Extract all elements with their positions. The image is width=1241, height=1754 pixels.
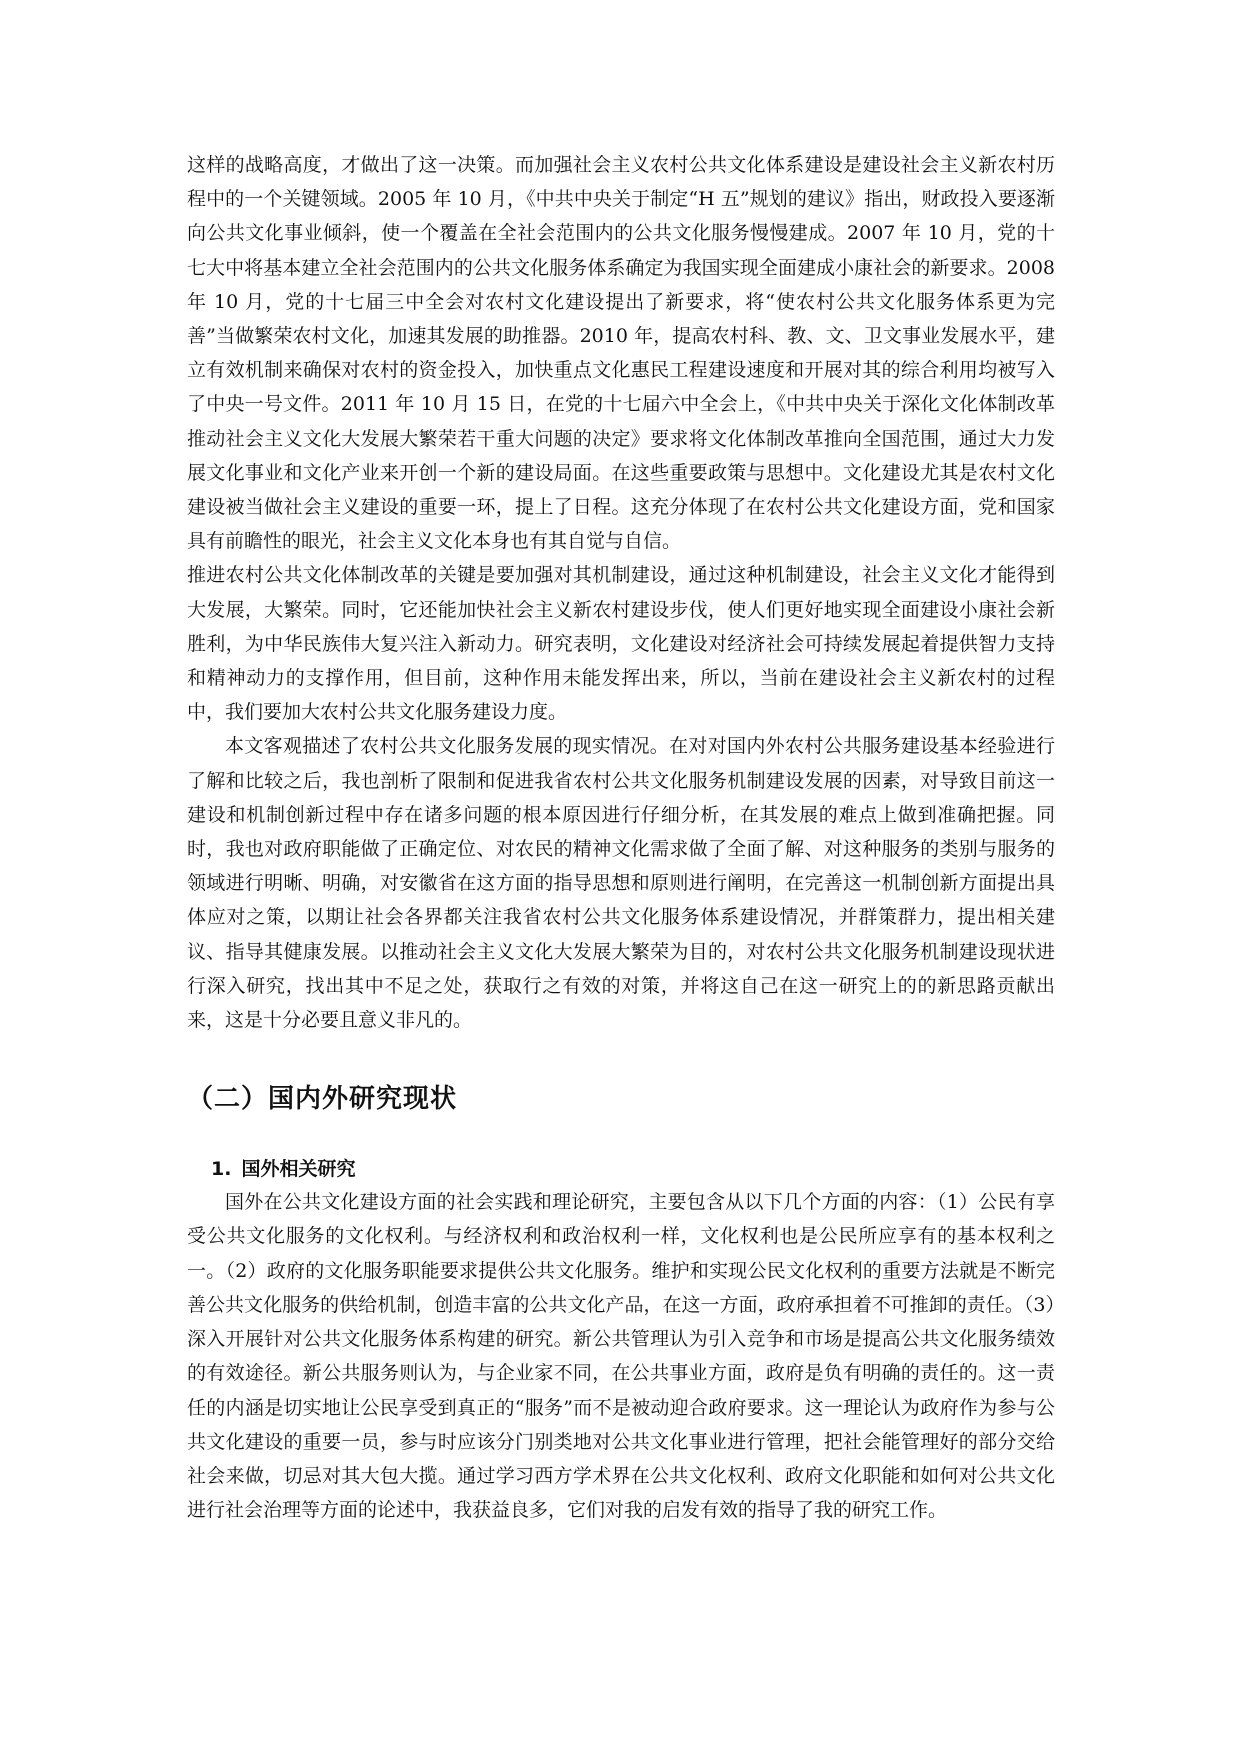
section-heading: （二）国内外研究现状 [187, 1084, 458, 1115]
body-paragraph-3: 本文客观描述了农村公共文化服务发展的现实情况。在对对国内外农村公共服务建设基本经验进行了解和比较之后，我也剖析了限制和促进我省农村公共文化服务机制建设发展的因素，对导致目前这一建设和机制创新过程中存在诸多问题的根本原因进行仔细分析，在其发展的难点上做到准确把握。同时，我也对政府职能做了正确定位、对农民的精神文化需求做了全面了解、对这种服务的类别与服务的领域进行明晰、明确，对安徽省在这方面的指导思想和原则进行阐明，在完善这一机制创新方面提出具体应对之策，以期让社会各界都关注我省农村公共文化服务体系建设情况，并群策群力，提出相关建议、指导其健康发展。以推动社会主义文化大发展大繁荣为目的，对农村公共文化服务机制建设现状进行深入研究，找出其中不足之处，获取行之有效的对策，并将这自己在这一研究上的的新思路贡献出来，这是十分必要且意义非凡的。 [187, 735, 1055, 1032]
subsection-heading [187, 1153, 1055, 1185]
body-paragraph-1: 这样的战略高度，才做出了这一决策。而加强社会主义农村公共文化体系建设是建设社会主义新农村历程中的一个关键领域。2005 年 10 月，《中共中央关于制定“H 五”规划的建议》指出，财政投入要逐渐向公共文化事业倾斜，使一个覆盖在全社会范围内的公共文化服务慢慢建成。2007 年 10 月，党的十七大中将基本建立全社会范围内的公共文化服务体系确定为我国实现全面建成小康社会的新要求。2008 年 10 月，党的十七届三中全会对农村文化建设提出了新要求，将“使农村公共文化服务体系更为完善”当做繁荣农村文化，加速其发展的助推器。2010 年，提高农村科、教、文、卫文事业发展水平，建立有效机制来确保对农村的资金投入，加快重点文化惠民工程建设速度和开展对其的综合利用均被写入了中央一号文件。2011 年 10 月 15 日，在党的十七届六中全会上，《中共中央关于深化文化体制改革推动社会主义文化大发展大繁荣若干重大问题的决定》要求将文化体制改革推向全国范围，通过大力发展文化事业和文化产业来开创一个新的建设局面。在这些重要政策与思想中。文化建设尤其是农村文化建设被当做社会主义建设的重要一环，提上了日程。这充分体现了在农村公共文化建设方面，党和国家具有前瞻性的眼光，社会主义文化本身也有其自觉与自信。 [187, 154, 1055, 553]
body-paragraph-4: 国外在公共文化建设方面的社会实践和理论研究，主要包含从以下几个方面的内容：（1）公民有享受公共文化服务的文化权利。与经济权利和政治权利一样，文化权利也是公民所应享有的基本权利之一。（2）政府的文化服务职能要求提供公共文化服务。维护和实现公民文化权利的重要方法就是不断完善公共文化服务的供给机制，创造丰富的公共文化产品，在这一方面，政府承担着不可推卸的责任。（3）深入开展针对公共文化服务体系构建的研究。新公共管理认为引入竞争和市场是提高公共文化服务绩效的有效途径。新公共服务则认为，与企业家不同，在公共事业方面，政府是负有明确的责任的。这一责任的内涵是切实地让公民享受到真正的“服务”而不是被动迎合政府要求。这一理论认为政府作为参与公共文化建设的重要一员，参与时应该分门别类地对公共文化事业进行管理，把社会能管理好的部分交给社会来做，切忌对其大包大揽。通过学习西方学术界在公共文化权利、政府文化职能和如何对公共文化进行社会治理等方面的论述中，我获益良多，它们对我的启发有效的指导了我的研究工作。 [187, 1191, 1055, 1522]
subsection-title: 国外相关研究 [241, 1158, 356, 1181]
subsection-number: 1. [211, 1158, 232, 1181]
body-paragraph-2: 推进农村公共文化体制改革的关键是要加强对其机制建设，通过这种机制建设，社会主义文化才能得到大发展，大繁荣。同时，它还能加快社会主义新农村建设步伐，使人们更好地实现全面建设小康社会新胜利，为中华民族伟大复兴注入新动力。研究表明，文化建设对经济社会可持续发展起着提供智力支持和精神动力的支撑作用，但目前，这种作用未能发挥出来，所以，当前在建设社会主义新农村的过程中，我们要加大农村公共文化服务建设力度。 [187, 564, 1055, 724]
document-body [187, 148, 1055, 1527]
